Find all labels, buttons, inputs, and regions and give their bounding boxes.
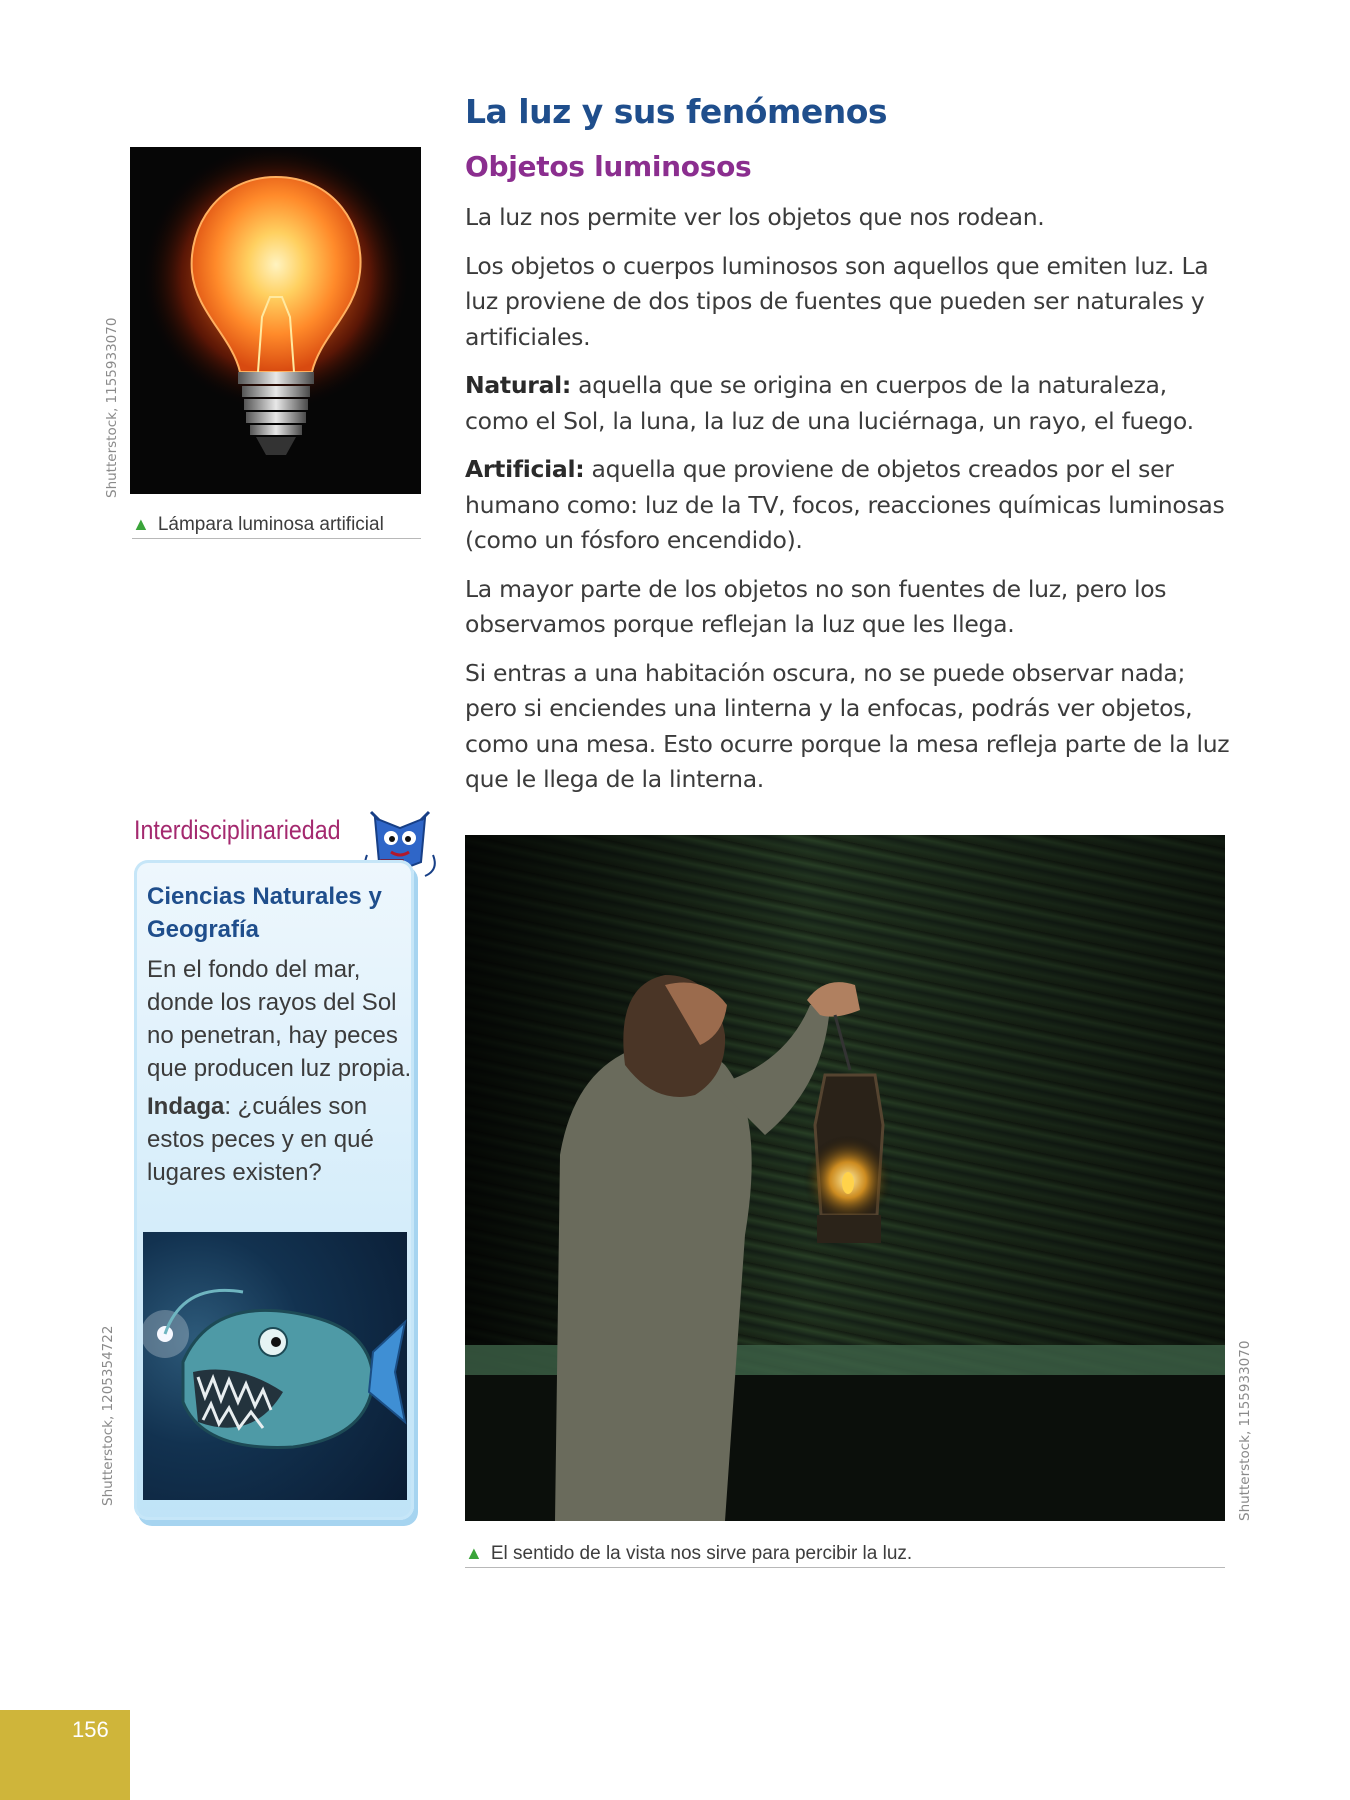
paragraph: La mayor parte de los objetos no son fuentes de luz, pero los observamos porque reflejan la luz que les llega.	[465, 574, 1167, 638]
light-bulb-illustration	[130, 147, 421, 494]
image-credit: Shutterstock, 1155933070	[1237, 1340, 1253, 1521]
figure-caption	[465, 1543, 1225, 1568]
image-credit: Shutterstock, 1205354722	[100, 1325, 116, 1506]
term-natural: Natural:	[465, 371, 571, 399]
interdisciplinary-title: Interdisciplinariedad	[134, 815, 341, 845]
caption-text: Lámpara luminosa artificial	[157, 514, 384, 535]
image-credit: Shutterstock, 1155933070	[104, 317, 120, 498]
page-number-bar	[0, 1710, 130, 1800]
paragraph: Si entras a una habitación oscura, no se puede observar nada; pero si enciendes una linterna y la enfocas, podrás ver objetos, como una mesa. Esto ocurre porque la mesa refleja parte de la luz que le llega de la linterna.	[465, 658, 1230, 793]
indaga-label: Indaga	[147, 1093, 225, 1120]
paragraph	[147, 1090, 412, 1189]
interdisciplinary-text	[147, 953, 412, 1194]
section-title: Objetos luminosos	[465, 150, 752, 183]
caption-text: El sentido de la vista nos sirve para percibir la luz.	[490, 1543, 913, 1564]
paragraph	[465, 452, 1235, 559]
paragraph: La luz nos permite ver los objetos que nos rodean.	[465, 203, 1045, 231]
page-number: 156	[72, 1717, 109, 1742]
paragraph: Los objetos o cuerpos luminosos son aquellos que emiten luz. La luz proviene de dos tipos de fuentes que pueden ser naturales y artificiales.	[465, 251, 1209, 351]
figure-caption	[132, 514, 421, 539]
indaga-text: : ¿cuáles son estos peces y en qué lugares existen?	[147, 1093, 374, 1186]
lantern-scene	[465, 835, 1225, 1521]
paragraph	[465, 368, 1235, 439]
anglerfish-image	[143, 1232, 407, 1500]
light-bulb-image	[130, 147, 421, 494]
page-title: La luz y sus fenómenos	[465, 92, 888, 131]
term-artificial: Artificial:	[465, 455, 585, 483]
triangle-marker-icon: ▲	[465, 1543, 483, 1563]
triangle-marker-icon: ▲	[132, 514, 150, 534]
paragraph: En el fondo del mar, donde los rayos del Sol no penetran, hay peces que producen luz propia.	[147, 956, 412, 1082]
paragraph-text: aquella que proviene de objetos creados por el ser humano como: luz de la TV, focos, reacciones químicas luminosas (como un fósforo encendido).	[465, 455, 1225, 554]
main-text	[465, 200, 1235, 811]
paragraph-text: aquella que se origina en cuerpos de la naturaleza, como el Sol, la luna, la luz de una luciérnaga, un rayo, el fuego.	[465, 371, 1194, 435]
child-with-lantern-image	[465, 835, 1225, 1521]
anglerfish-illustration	[143, 1232, 407, 1500]
interdisciplinary-subtitle: Ciencias Naturales y Geografía	[147, 883, 382, 943]
